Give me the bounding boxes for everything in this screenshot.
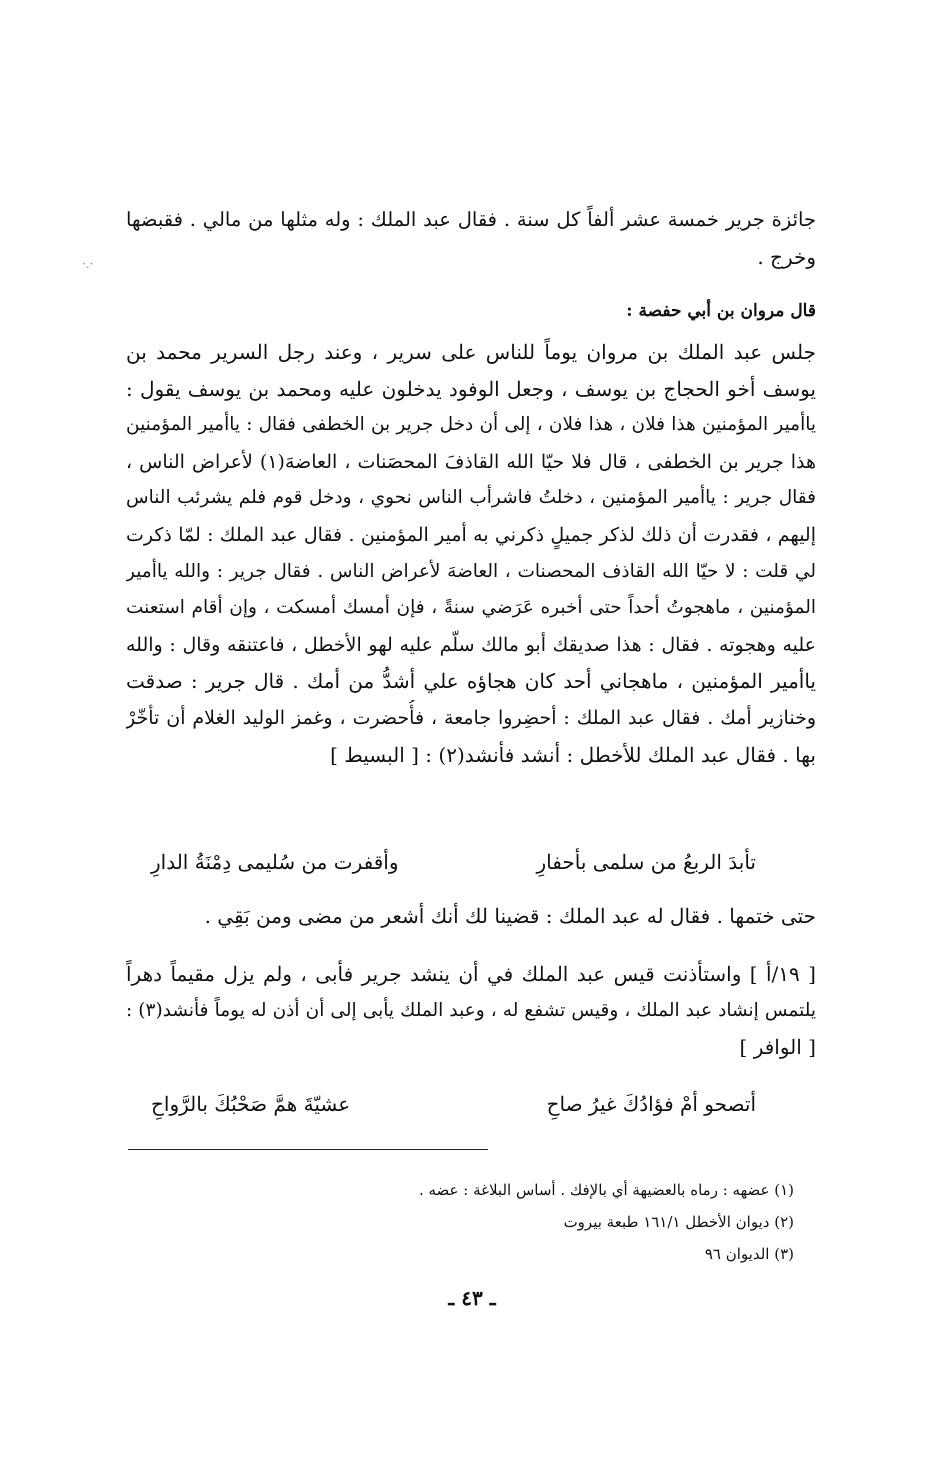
footnotes bbox=[194, 1174, 794, 1270]
verse-2-first-hemistich: أتصحو أمْ فؤادُكَ غيرُ صاحِ bbox=[546, 1092, 756, 1116]
verse-2 bbox=[126, 1084, 816, 1124]
verse-1 bbox=[126, 842, 816, 882]
text-line: يلتمس إنشاد عبد الملك ، وقيس تشفع له ، وعبد الملك يأبى إلى أن أذن له يوماً فأنشد(٣) : bbox=[126, 999, 816, 1021]
text-line: ياأمير المؤمنين هذا فلان ، هذا فلان ، إلى أن دخل جرير بن الخطفى فقال : ياأمير المؤمنين bbox=[126, 414, 816, 436]
footnote: (٣) الديوان ٩٦ bbox=[704, 1245, 794, 1263]
text-line: فقال جرير : ياأمير المؤمنين ، دخلتُ فاشرأب الناس نحوي ، ودخل قوم فلم يشرئب الناس bbox=[126, 487, 816, 509]
verse-2-second-hemistich: عشيّةَ همَّ صَحْبُكَ بالرَّواحِ bbox=[151, 1092, 351, 1116]
footnote: (٢) ديوان الأخطل ١٦١/١ طبعة بيروت bbox=[563, 1213, 794, 1231]
text-line: لي قلت : لا حيّا الله القاذف المحصنات ، العاضهَ لأعراض الناس . فقال جرير : والله ياأمير bbox=[126, 560, 816, 582]
text-line: جائزة جرير خمسة عشر ألفاً كل سنة . فقال عبد الملك : وله مثلها من مالي . فقبضها bbox=[126, 208, 816, 231]
paragraph-second bbox=[126, 956, 816, 1066]
text-line: يوسف أخو الحجاج بن يوسف ، وجعل الوفود يدخلون عليه ومحمد بن يوسف يقول : bbox=[126, 376, 816, 401]
verse-1-second-hemistich: وأقفرت من سُليمى دِمْنَةُ الدارِ bbox=[151, 850, 399, 874]
verse-1-first-hemistich: تأبدَ الربعُ من سلمى بأحفارِ bbox=[536, 850, 756, 874]
page-number: ـ ٤٣ ـ bbox=[448, 1286, 496, 1310]
paragraph-top bbox=[126, 202, 816, 275]
footnote-rule bbox=[128, 1149, 488, 1150]
text-line: عليه وهجوته . فقال : هذا صديقك أبو مالك سلّم عليه لهو الأخطل ، فاعتنقه وقال : والله bbox=[126, 633, 816, 656]
margin-speck: ·.· bbox=[82, 257, 94, 271]
text-line: بها . فقال عبد الملك للأخطل : أنشد فأنشد(٢) : [ البسيط ] bbox=[330, 742, 816, 767]
text-line: وخرج . bbox=[757, 244, 816, 269]
paragraph-main bbox=[126, 334, 816, 773]
text-line: المؤمنين ، ماهجوتُ أحداً حتى أخبره عَرَضي سنةً ، فإن أمسك أمسكت ، وإن أقام استعنت bbox=[126, 597, 816, 619]
text-line: ياأمير المؤمنين ، ماهجاني أحد كان هجاؤه علي أشدُّ من أمك . قال جرير : صدقت bbox=[126, 669, 816, 694]
text-line: هذا جرير بن الخطفى ، قال فلا حيّا الله القاذفَ المحصَنات ، العاضهَ(١) لأعراض الناس ، bbox=[126, 450, 816, 473]
section-heading: قال مروان بن أبي حفصة : bbox=[626, 301, 816, 321]
text-line: [ الوافر ] bbox=[739, 1035, 816, 1060]
after-verse-1: حتى ختمها . فقال له عبد الملك : قضينا لك أنك أشعر من مضى ومن بَقِي . bbox=[204, 904, 816, 928]
text-line: جلس عبد الملك بن مروان يوماً للناس على سرير ، وعند رجل السرير محمد بن bbox=[126, 340, 816, 364]
footnote: (١) عضهه : رماه بالعضيهة أي بالإفك . أساس البلاغة : عضه . bbox=[418, 1181, 794, 1199]
text-line: وخنازير أمك . فقال عبد الملك : أحضِروا جامعة ، فأُحضرت ، وغمز الوليد الغلام أن تأخّرْ bbox=[126, 706, 816, 729]
text-line: إليهم ، فقدرت أن ذلك لذكر جميلٍ ذكرني به أمير المؤمنين . فقال عبد الملك : لمّا ذكرت bbox=[126, 523, 816, 546]
text-line: [ ١٩/أ ] واستأذنت قيس عبد الملك في أن ينشد جرير فأبى ، ولم يزل مقيماً دهراً bbox=[126, 962, 816, 986]
